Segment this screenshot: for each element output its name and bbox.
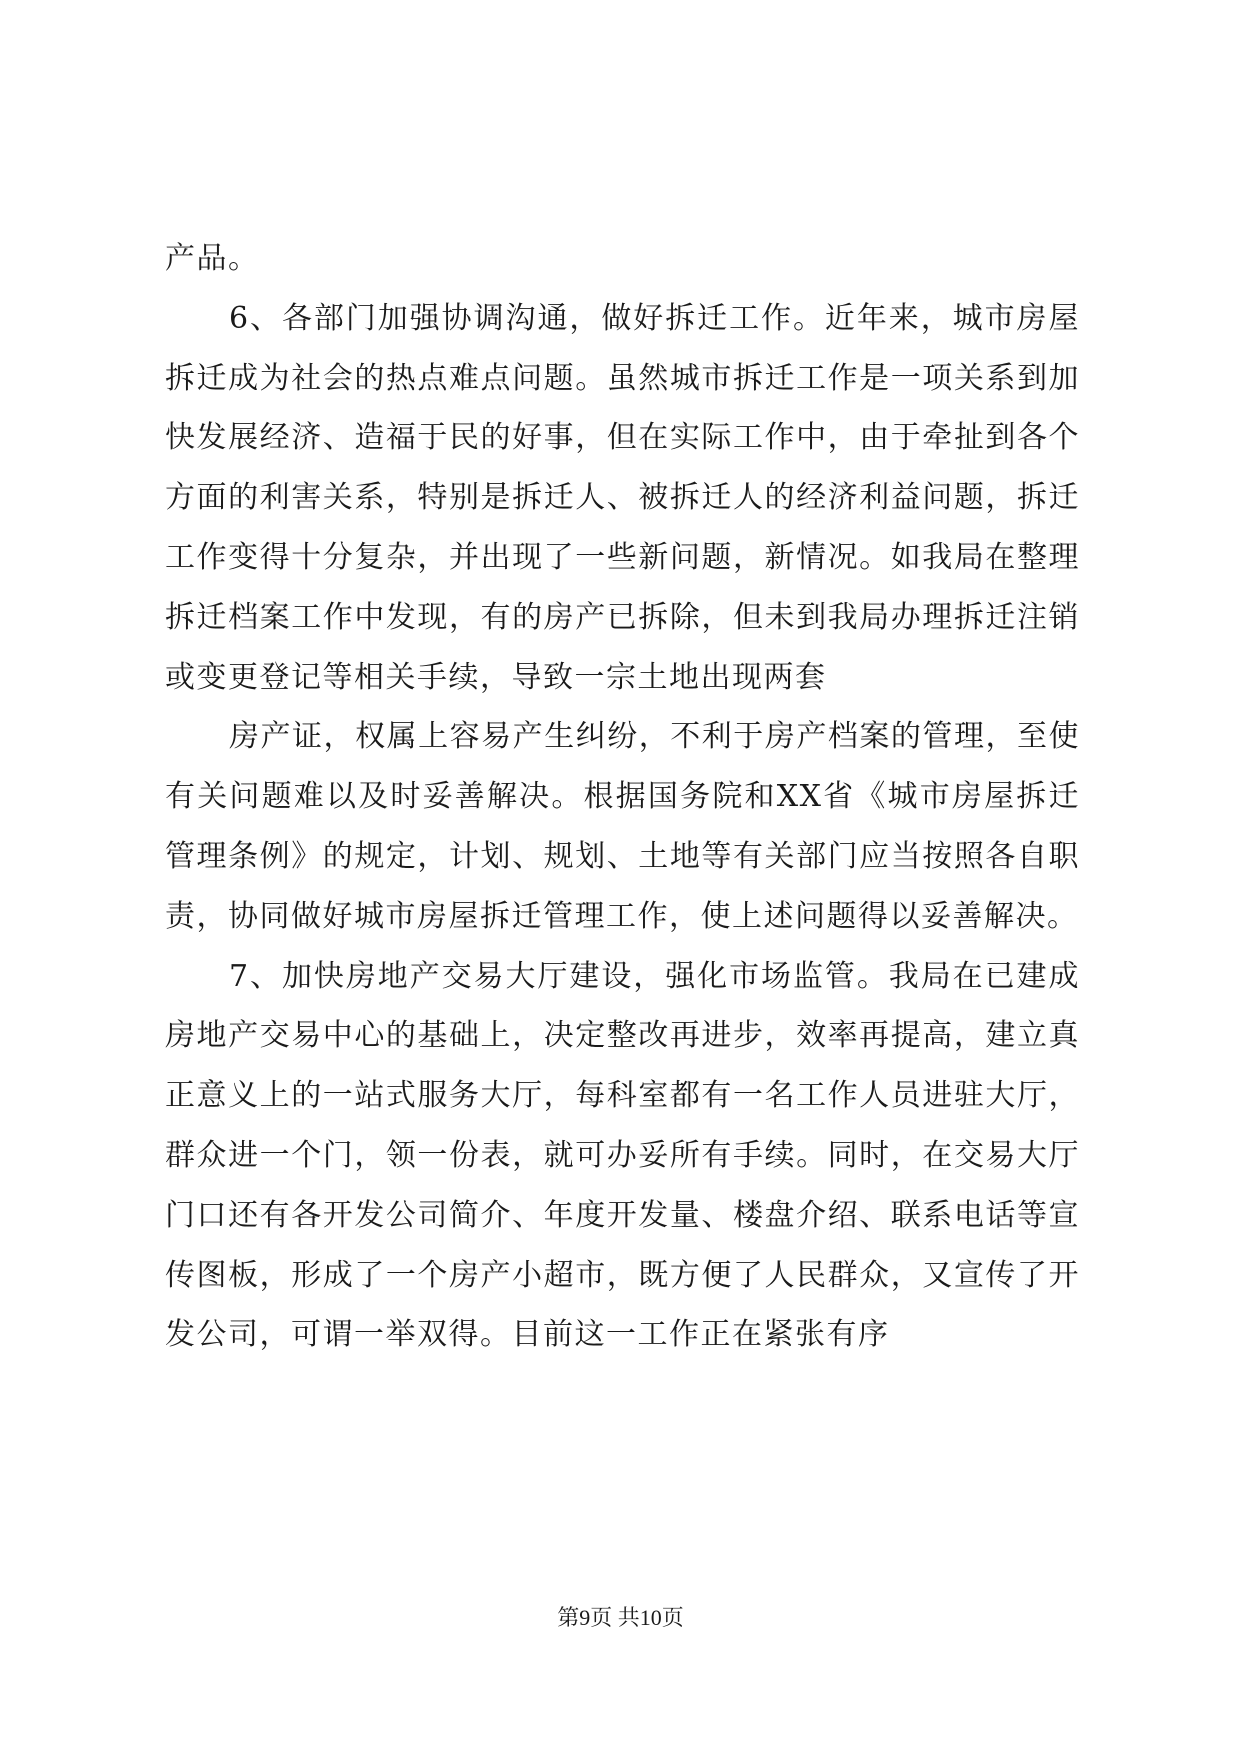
body-text [165, 229, 1080, 1365]
paragraph-item-6: 6、各部门加强协调沟通，做好拆迁工作。近年来，城市房屋拆迁成为社会的热点难点问题。虽然城市拆迁工作是一项关系到加快发展经济、造福于民的好事，但在实际工作中，由于牵扯到各个方面的利害关系，特别是拆迁人、被拆迁人的经济利益问题，拆迁工作变得十分复杂，并出现了一些新问题，新情况。如我局在整理拆迁档案工作中发现，有的房产已拆除，但未到我局办理拆迁注销或变更登记等相关手续，导致一宗土地出现两套 [165, 300, 1080, 695]
page-number-label: 第9页 共10页 [557, 1605, 684, 1630]
page-footer [0, 1603, 1241, 1633]
paragraph-continuation: 产品。 [165, 241, 260, 276]
paragraph-item-7: 7、加快房地产交易大厅建设，强化市场监管。我局在已建成房地产交易中心的基础上，决定整改再进步，效率再提高，建立真正意义上的一站式服务大厅，每科室都有一名工作人员进驻大厅，群众进一个门，领一份表，就可办妥所有手续。同时，在交易大厅门口还有各开发公司简介、年度开发量、楼盘介绍、联系电话等宣传图板，形成了一个房产小超市，既方便了人民群众，又宣传了开发公司，可谓一举双得。目前这一工作正在紧张有序 [165, 958, 1080, 1353]
paragraph-item-6-continued: 房产证，权属上容易产生纠纷，不利于房产档案的管理，至使有关问题难以及时妥善解决。根据国务院和XX省《城市房屋拆迁管理条例》的规定，计划、规划、土地等有关部门应当按照各自职责，协同做好城市房屋拆迁管理工作，使上述问题得以妥善解决。 [165, 719, 1080, 934]
